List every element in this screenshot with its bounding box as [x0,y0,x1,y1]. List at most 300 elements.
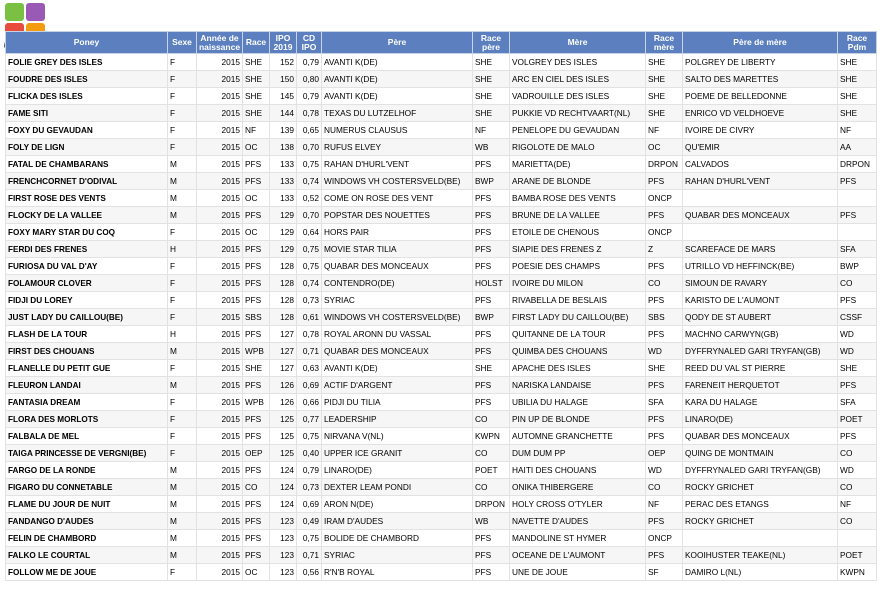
table-row [6,343,877,360]
cell-cd-ipo: 0,73 [297,479,322,496]
cell-ipo: 133 [270,190,297,207]
cell-pere-de-mere: ROCKY GRICHET [683,513,838,530]
cell-race-mere: PFS [646,207,683,224]
table-row [6,122,877,139]
cell-race: PFS [243,326,270,343]
cell-race-pere: CO [473,411,510,428]
cell-race-pdm: NF [838,496,877,513]
table-row [6,309,877,326]
cell-sexe: H [168,326,197,343]
cell-mere: IVOIRE DU MILON [510,275,646,292]
cell-ipo: 124 [270,462,297,479]
cell-pere-de-mere: FARENEIT HERQUETOT [683,377,838,394]
cell-race-mere: SHE [646,105,683,122]
cell-sexe: F [168,258,197,275]
cell-mere: APACHE DES ISLES [510,360,646,377]
cell-race-mere: ONCP [646,224,683,241]
table-row [6,190,877,207]
cell-sexe: F [168,394,197,411]
cell-race-mere: SHE [646,54,683,71]
column-header-race-pere: Race père [473,32,510,54]
cell-sexe: M [168,190,197,207]
cell-pere-de-mere: SIMOUN DE RAVARY [683,275,838,292]
cell-pere-de-mere [683,530,838,547]
cell-race-pdm: PFS [838,173,877,190]
cell-race-pere: PFS [473,547,510,564]
cell-race: SHE [243,71,270,88]
cell-race: PFS [243,530,270,547]
cell-race-mere: SHE [646,88,683,105]
cell-race-pere: BWP [473,173,510,190]
table-row [6,173,877,190]
cell-annee: 2015 [197,462,243,479]
cell-race: OC [243,224,270,241]
cell-sexe: F [168,224,197,241]
cell-race-pere: PFS [473,258,510,275]
cell-ipo: 123 [270,564,297,581]
cell-race-pere: WB [473,513,510,530]
cell-cd-ipo: 0,56 [297,564,322,581]
cell-race-pere: DRPON [473,496,510,513]
cell-race-mere: PFS [646,411,683,428]
cell-mere: PIN UP DE BLONDE [510,411,646,428]
cell-race-pere: POET [473,462,510,479]
cell-sexe: F [168,428,197,445]
cell-pere-de-mere: SALTO DES MARETTES [683,71,838,88]
cell-race-pdm: PFS [838,428,877,445]
cell-mere: SIAPIE DES FRENES Z [510,241,646,258]
cell-sexe: F [168,122,197,139]
cell-sexe: F [168,139,197,156]
cell-cd-ipo: 0,80 [297,71,322,88]
cell-cd-ipo: 0,61 [297,309,322,326]
cell-pere: COME ON ROSE DES VENT [322,190,473,207]
cell-ipo: 124 [270,496,297,513]
cell-race-pere: CO [473,445,510,462]
table-row [6,360,877,377]
cell-ipo: 127 [270,326,297,343]
cell-poney: FIDJI DU LOREY [6,292,168,309]
cell-race-mere: NF [646,122,683,139]
cell-sexe: M [168,479,197,496]
cell-ipo: 124 [270,479,297,496]
cell-poney: FOXY MARY STAR DU COQ [6,224,168,241]
cell-annee: 2015 [197,547,243,564]
cell-poney: JUST LADY DU CAILLOU(BE) [6,309,168,326]
cell-race-mere: PFS [646,292,683,309]
cell-mere: NAVETTE D'AUDES [510,513,646,530]
cell-cd-ipo: 0,79 [297,462,322,479]
cell-ipo: 126 [270,394,297,411]
cell-race-mere: SHE [646,71,683,88]
cell-annee: 2015 [197,428,243,445]
cell-poney: FOXY DU GEVAUDAN [6,122,168,139]
cell-poney: FELIN DE CHAMBORD [6,530,168,547]
column-header-race-pdm: Race Pdm [838,32,877,54]
table-row [6,54,877,71]
cell-pere: ARON N(DE) [322,496,473,513]
cell-race-pdm: AA [838,139,877,156]
cell-pere: RUFUS ELVEY [322,139,473,156]
cell-race-pere: PFS [473,224,510,241]
cell-pere: AVANTI K(DE) [322,88,473,105]
cell-sexe: M [168,207,197,224]
cell-poney: FOLY DE LIGN [6,139,168,156]
cell-race-pdm: CO [838,445,877,462]
cell-poney: FATAL DE CHAMBARANS [6,156,168,173]
cell-pere: NUMERUS CLAUSUS [322,122,473,139]
cell-pere: NIRVANA V(NL) [322,428,473,445]
cell-annee: 2015 [197,360,243,377]
cell-mere: HOLY CROSS O'TYLER [510,496,646,513]
cell-race-pere: SHE [473,360,510,377]
cell-pere-de-mere: QU'EMIR [683,139,838,156]
cell-sexe: F [168,445,197,462]
cell-poney: FARGO DE LA RONDE [6,462,168,479]
cell-ipo: 129 [270,207,297,224]
cell-ipo: 123 [270,513,297,530]
cell-pere: TEXAS DU LUTZELHOF [322,105,473,122]
cell-sexe: F [168,411,197,428]
cell-poney: FOLIE GREY DES ISLES [6,54,168,71]
table-row [6,445,877,462]
column-header-annee: Année de naissance [197,32,243,54]
cell-cd-ipo: 0,74 [297,173,322,190]
cell-poney: TAIGA PRINCESSE DE VERGNI(BE) [6,445,168,462]
cell-sexe: H [168,241,197,258]
cell-cd-ipo: 0,78 [297,105,322,122]
cell-mere: AUTOMNE GRANCHETTE [510,428,646,445]
cell-annee: 2015 [197,513,243,530]
cell-pere: PIDJI DU TILIA [322,394,473,411]
cell-pere: R'N'B ROYAL [322,564,473,581]
cell-race-pdm: POET [838,547,877,564]
cell-ipo: 133 [270,156,297,173]
cell-race-pdm: WD [838,326,877,343]
cell-poney: FIRST DES CHOUANS [6,343,168,360]
cell-cd-ipo: 0,77 [297,411,322,428]
cell-annee: 2015 [197,54,243,71]
cell-pere: AVANTI K(DE) [322,360,473,377]
cell-poney: FANDANGO D'AUDES [6,513,168,530]
table-body [6,54,877,581]
cell-annee: 2015 [197,326,243,343]
cell-race-mere: ONCP [646,190,683,207]
cell-pere-de-mere: KOOIHUSTER TEAKE(NL) [683,547,838,564]
cell-annee: 2015 [197,139,243,156]
cell-ipo: 129 [270,224,297,241]
table-row [6,462,877,479]
cell-pere-de-mere: KARISTO DE L'AUMONT [683,292,838,309]
cell-cd-ipo: 0,69 [297,496,322,513]
cell-cd-ipo: 0,69 [297,377,322,394]
cell-poney: FOLLOW ME DE JOUE [6,564,168,581]
cell-mere: UBILIA DU HALAGE [510,394,646,411]
cell-pere-de-mere: QUABAR DES MONCEAUX [683,207,838,224]
cell-cd-ipo: 0,40 [297,445,322,462]
cell-ipo: 125 [270,445,297,462]
cell-cd-ipo: 0,75 [297,530,322,547]
cell-race: PFS [243,411,270,428]
cell-mere: RIGOLOTE DE MALO [510,139,646,156]
cell-poney: FLORA DES MORLOTS [6,411,168,428]
table-row [6,394,877,411]
cell-poney: FAME SITI [6,105,168,122]
cell-sexe: F [168,71,197,88]
cell-mere: ARC EN CIEL DES ISLES [510,71,646,88]
cell-race-mere: OC [646,139,683,156]
cell-cd-ipo: 0,70 [297,207,322,224]
cell-race-pere: PFS [473,564,510,581]
cell-pere: AVANTI K(DE) [322,71,473,88]
cell-race: PFS [243,496,270,513]
cell-race-pdm: POET [838,411,877,428]
cell-pere-de-mere: ROCKY GRICHET [683,479,838,496]
cell-annee: 2015 [197,292,243,309]
cell-race-mere: PFS [646,173,683,190]
cell-mere: UNE DE JOUE [510,564,646,581]
cell-race-pdm: NF [838,122,877,139]
cell-ipo: 145 [270,88,297,105]
column-header-ipo: IPO 2019 [270,32,297,54]
cell-poney: FLANELLE DU PETIT GUE [6,360,168,377]
cell-annee: 2015 [197,173,243,190]
cell-race: PFS [243,173,270,190]
cell-sexe: M [168,462,197,479]
cell-race-pere: SHE [473,54,510,71]
cell-race-pere: PFS [473,377,510,394]
column-header-pere-de-mere: Père de mère [683,32,838,54]
cell-cd-ipo: 0,75 [297,258,322,275]
cell-ipo: 133 [270,173,297,190]
cell-annee: 2015 [197,105,243,122]
cell-sexe: M [168,156,197,173]
cell-race-pere: HOLST [473,275,510,292]
cell-race-pdm: KWPN [838,564,877,581]
cell-ipo: 123 [270,530,297,547]
cell-ipo: 138 [270,139,297,156]
table-row [6,156,877,173]
table-row [6,411,877,428]
cell-annee: 2015 [197,190,243,207]
cell-poney: FALKO LE COURTAL [6,547,168,564]
cell-pere: LINARO(DE) [322,462,473,479]
cell-ipo: 144 [270,105,297,122]
cell-race-pdm: CO [838,479,877,496]
cell-mere: HAITI DES CHOUANS [510,462,646,479]
cell-mere: POESIE DES CHAMPS [510,258,646,275]
cell-cd-ipo: 0,75 [297,156,322,173]
cell-pere: AVANTI K(DE) [322,54,473,71]
cell-pere: BOLIDE DE CHAMBORD [322,530,473,547]
cell-ipo: 127 [270,360,297,377]
cell-race: PFS [243,513,270,530]
cell-pere: LEADERSHIP [322,411,473,428]
cell-cd-ipo: 0,64 [297,224,322,241]
cell-pere-de-mere: POLGREY DE LIBERTY [683,54,838,71]
cell-ipo: 128 [270,275,297,292]
cell-ipo: 139 [270,122,297,139]
cell-pere-de-mere: IVOIRE DE CIVRY [683,122,838,139]
cell-pere-de-mere: ENRICO VD VELDHOEVE [683,105,838,122]
cell-pere: ACTIF D'ARGENT [322,377,473,394]
cell-race-pdm: SFA [838,394,877,411]
cell-sexe: M [168,513,197,530]
cell-annee: 2015 [197,275,243,292]
cell-ipo: 125 [270,428,297,445]
table-row [6,428,877,445]
cell-cd-ipo: 0,49 [297,513,322,530]
column-header-cd-ipo: CD IPO [297,32,322,54]
cell-poney: FANTASIA DREAM [6,394,168,411]
cell-race: OC [243,190,270,207]
cell-race-mere: OEP [646,445,683,462]
cell-race-pere: BWP [473,309,510,326]
cell-race-pere: PFS [473,530,510,547]
cell-annee: 2015 [197,479,243,496]
cell-annee: 2015 [197,343,243,360]
cell-race: NF [243,122,270,139]
cell-annee: 2015 [197,309,243,326]
cell-annee: 2015 [197,241,243,258]
cell-race-pdm [838,530,877,547]
cell-race: WPB [243,394,270,411]
cell-pere-de-mere: DYFFRYNALED GARI TRYFAN(GB) [683,343,838,360]
cell-pere: IRAM D'AUDES [322,513,473,530]
cell-race-pere: PFS [473,292,510,309]
cell-mere: ARANE DE BLONDE [510,173,646,190]
cell-mere: MANDOLINE ST HYMER [510,530,646,547]
cell-pere: QUABAR DES MONCEAUX [322,258,473,275]
cell-mere: BRUNE DE LA VALLEE [510,207,646,224]
cell-race: SBS [243,309,270,326]
cell-mere: PENELOPE DU GEVAUDAN [510,122,646,139]
cell-race: SHE [243,105,270,122]
cell-race-pdm: SHE [838,88,877,105]
cell-race-pere: CO [473,479,510,496]
cell-race-pere: PFS [473,190,510,207]
cell-annee: 2015 [197,496,243,513]
cell-poney: FURIOSA DU VAL D'AY [6,258,168,275]
cell-annee: 2015 [197,411,243,428]
cell-race-pdm: PFS [838,377,877,394]
cell-race: PFS [243,258,270,275]
column-header-mere: Mère [510,32,646,54]
cell-cd-ipo: 0,71 [297,343,322,360]
cell-pere: SYRIAC [322,292,473,309]
cell-race-mere: PFS [646,377,683,394]
cell-cd-ipo: 0,63 [297,360,322,377]
cell-ipo: 152 [270,54,297,71]
cell-pere-de-mere: DYFFRYNALED GARI TRYFAN(GB) [683,462,838,479]
cell-cd-ipo: 0,73 [297,292,322,309]
cell-race: CO [243,479,270,496]
cell-cd-ipo: 0,66 [297,394,322,411]
cell-cd-ipo: 0,75 [297,241,322,258]
cell-race: PFS [243,292,270,309]
cell-race-mere: ONCP [646,530,683,547]
cell-pere: WINDOWS VH COSTERSVELD(BE) [322,309,473,326]
cell-race: PFS [243,207,270,224]
cell-race-pdm: SHE [838,71,877,88]
cell-annee: 2015 [197,394,243,411]
table-row [6,513,877,530]
cell-sexe: F [168,88,197,105]
cell-race-pdm: CO [838,275,877,292]
cell-pere-de-mere: CALVADOS [683,156,838,173]
cell-sexe: F [168,105,197,122]
cell-annee: 2015 [197,530,243,547]
cell-race-pere: PFS [473,343,510,360]
cell-sexe: M [168,377,197,394]
cell-ipo: 127 [270,343,297,360]
table-row [6,292,877,309]
cell-annee: 2015 [197,258,243,275]
cell-race-pere: SHE [473,105,510,122]
cell-cd-ipo: 0,79 [297,88,322,105]
cell-mere: VADROUILLE DES ISLES [510,88,646,105]
cell-race-pdm: WD [838,343,877,360]
cell-race-mere: SF [646,564,683,581]
table-row [6,224,877,241]
cell-ipo: 123 [270,547,297,564]
cell-ipo: 125 [270,411,297,428]
cell-cd-ipo: 0,52 [297,190,322,207]
cell-pere-de-mere: RAHAN D'HURL'VENT [683,173,838,190]
column-header-race-mere: Race mère [646,32,683,54]
cell-poney: FLAME DU JOUR DE NUIT [6,496,168,513]
cell-poney: FLEURON LANDAI [6,377,168,394]
cell-mere: VOLGREY DES ISLES [510,54,646,71]
cell-ipo: 126 [270,377,297,394]
cell-race-mere: PFS [646,513,683,530]
cell-race: OC [243,564,270,581]
table-row [6,207,877,224]
cell-pere-de-mere [683,224,838,241]
cell-race-pere: SHE [473,88,510,105]
cell-poney: FOLAMOUR CLOVER [6,275,168,292]
cell-annee: 2015 [197,224,243,241]
cell-race: SHE [243,360,270,377]
cell-race-pdm: BWP [838,258,877,275]
cell-race-pere: KWPN [473,428,510,445]
cell-race-pdm: PFS [838,292,877,309]
cell-sexe: M [168,496,197,513]
cell-poney: FLOCKY DE LA VALLEE [6,207,168,224]
cell-race-pere: PFS [473,326,510,343]
cell-sexe: F [168,309,197,326]
cell-mere: FIRST LADY DU CAILLOU(BE) [510,309,646,326]
table-row [6,496,877,513]
cell-ipo: 129 [270,241,297,258]
table-row [6,88,877,105]
logo-tile-green [5,3,24,21]
cell-race-mere: PFS [646,258,683,275]
cell-cd-ipo: 0,74 [297,275,322,292]
table-header-row [6,32,877,54]
cell-pere-de-mere: MACHNO CARWYN(GB) [683,326,838,343]
cell-sexe: F [168,275,197,292]
column-header-sexe: Sexe [168,32,197,54]
cell-race-mere: SHE [646,360,683,377]
cell-pere: UPPER ICE GRANIT [322,445,473,462]
cell-sexe: M [168,530,197,547]
cell-cd-ipo: 0,79 [297,54,322,71]
table-row [6,547,877,564]
cell-pere-de-mere: REED DU VAL ST PIERRE [683,360,838,377]
cell-race-mere: NF [646,496,683,513]
cell-annee: 2015 [197,377,243,394]
